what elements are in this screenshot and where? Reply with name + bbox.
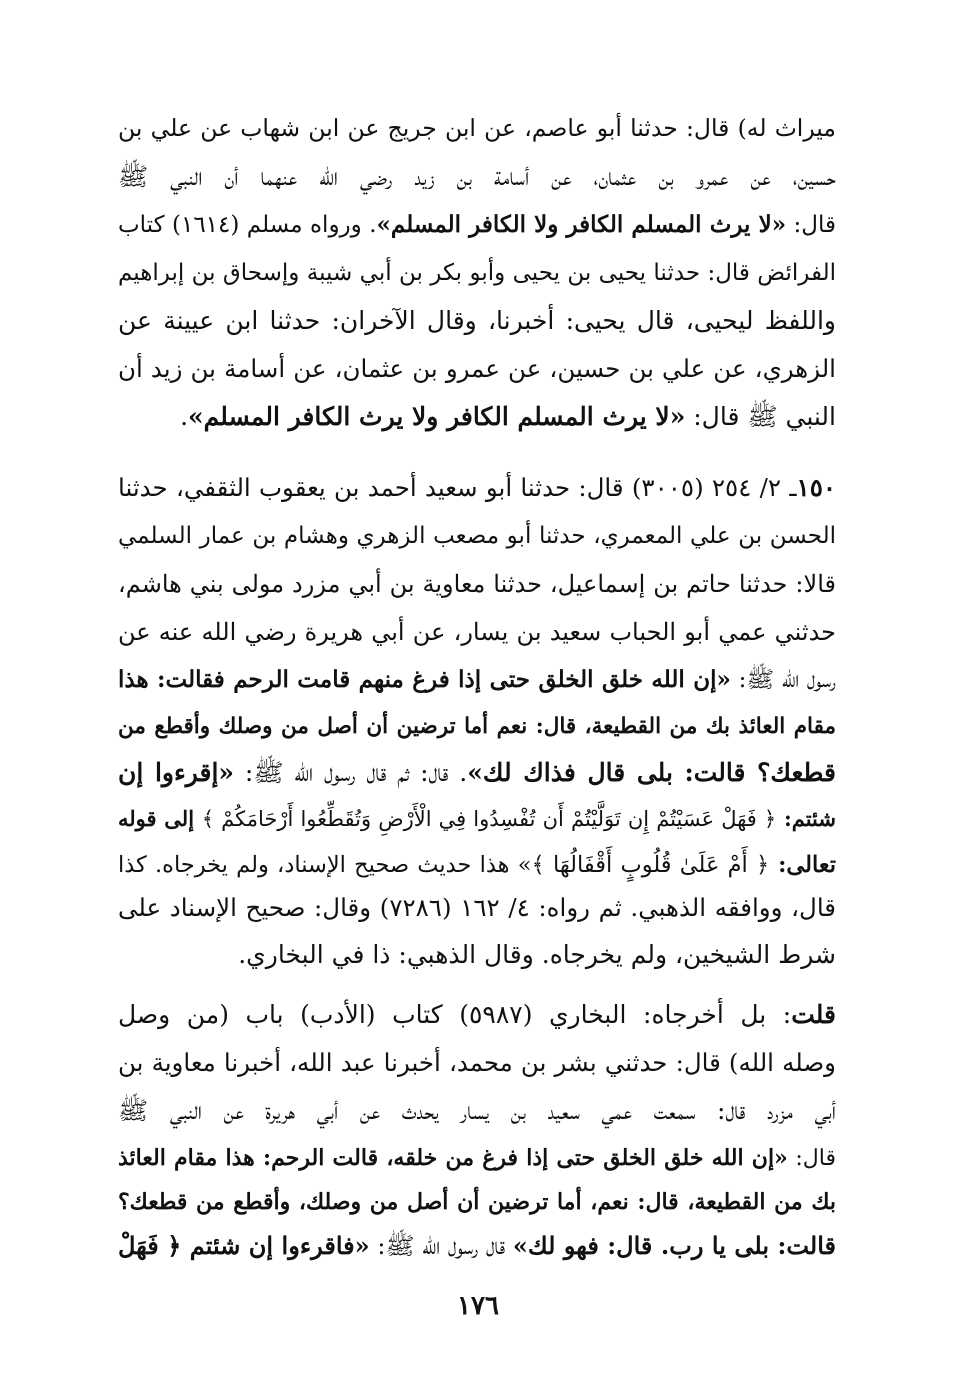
text-span: : بل أخرجاه: البخاري (٥٩٨٧) كتاب (الأدب) باب (من وصل [118,1000,792,1029]
text-line [118,845,836,885]
text-line: مقام العائذ بك من القطيعة، قال: نعم أما ترضين أن أصل من وصلك وأقطع من [118,714,836,739]
text-line: الفرائض قال: حدثنا يحيى بن يحيى وأبو بكر بن أبي شيبة وإسحاق بن إبراهيم [118,260,836,286]
hadith-quote: «لا يرث المسلم الكافر ولا يرث الكافر المسلم» [188,402,686,431]
hadith-quote: «إقرءوا إن [118,758,235,787]
text-line [118,995,836,1035]
text-line [118,1226,836,1266]
text-span: قلت [791,1000,836,1029]
quran-verse: ﴿ فَهَلْ عَسَيْتُمْ إِن تَوَلَّيْتُمْ أَن تُفْسِدُوا فِي الْأَرْضِ وَتُقَطِّعُوا أَرْحَامَكُمْ ﴾ [201,807,777,831]
text-span: هذا حديث صحيح الإسناد، ولم يخرجاه. كذا [118,852,518,878]
text-line: ميراث له) قال: حدثنا أبو عاصم، عن ابن جريج عن ابن شهاب عن علي بن [118,114,836,142]
text-span: رسول الله ﷺ: [730,667,836,693]
text-span: إلى قوله [118,806,202,831]
hadith-quote: قطعك؟ قالت: بلى قال فذاك لك» [467,758,836,787]
text-line [118,1138,836,1178]
text-line [118,753,836,793]
text-span: قال: [786,212,836,238]
text-span: النبي ﷺ قال: [685,402,836,431]
text-line: الحسن بن علي المعمري، حدثنا أبو مصعب الزهري وهشام بن عمار السلمي [118,523,836,549]
text-span: قال: [787,1146,836,1171]
page-number: ١٧٦ [457,1291,499,1321]
text-line [118,397,836,437]
text-line: قالا: حدثنا حاتم بن إسماعيل، حدثنا معاوية بن أبي مزرد مولى بني هاشم، [118,570,836,598]
text-line: حسين، عن عمرو بن عثمان، عن أسامة بن زيد رضي الله عنهما أن النبي ﷺ [118,162,836,191]
text-line: بك من القطيعة، قال: نعم، أما ترضين أن أصل من وصلك، وأقطع من قطعك؟ [118,1189,836,1215]
text-span: . قال: ثم قال رسول الله ﷺ: [234,758,468,787]
hadith-quote: «فاقرءوا إن شئتم ﴿ فَهَلْ [118,1231,370,1260]
text-line: شرط الشيخين، ولم يخرجاه. وقال الذهبي: ذا في البخاري. [238,940,836,969]
text-line: قال، ووافقه الذهبي. ثم رواه: ٤/ ١٦٢ (٧٢٨٦) وقال: صحيح الإسناد على [118,893,836,922]
text-span: شئتم: [776,806,836,831]
text-span: ـ ٢/ ٢٥٤ (٣٠٠٥) قال: حدثنا أبو سعيد أحمد بن يعقوب الثقفي، حدثنا [118,473,797,502]
hadith-number: ١٥٠ [796,473,837,502]
quran-verse: ﴿ أَمْ عَلَىٰ قُلُوبٍ أَقْفَالُهَا ﴾» [517,852,770,878]
hadith-quote: «إن الله خلق الخلق حتى إذا فرغ من خلقه، قالت الرحم: هذا مقام العائذ [118,1145,788,1171]
text-span: تعالى: [769,852,836,878]
text-line [118,205,836,245]
hadith-quote: «إن الله خلق الخلق حتى إذا فرغ منهم قامت الرحم فقالت: هذا [118,666,731,693]
text-span: قال رسول الله ﷺ: [369,1232,513,1260]
text-span: . [180,402,189,431]
text-line: الزهري، عن علي بن حسين، عن عمرو بن عثمان، عن أسامة بن زيد أن [118,354,836,383]
text-line [118,468,836,508]
text-line [118,660,836,700]
text-line: وصله الله) قال: حدثني بشر بن محمد، أخبرنا عبد الله، أخبرنا معاوية بن [118,1048,836,1077]
text-span: . ورواه مسلم (١٦١٤) كتاب [118,212,377,238]
text-line: حدثني عمي أبو الحباب سعيد بن يسار، عن أبي هريرة رضي الله عنه عن [118,618,836,646]
text-line: واللفظ ليحيى، قال يحيى: أخبرنا، وقال الآخران: حدثنا ابن عيينة عن [118,306,836,335]
text-line [118,799,836,839]
text-line: أبي مزرد قال: سمعت عمي سعيد بن يسار يحدث عن أبي هريرة عن النبي ﷺ [118,1096,836,1125]
hadith-quote: «لا يرث المسلم الكافر ولا الكافر المسلم» [376,211,787,238]
hadith-quote: قالت: بلى يا رب. قال: فهو لك» [512,1231,836,1260]
